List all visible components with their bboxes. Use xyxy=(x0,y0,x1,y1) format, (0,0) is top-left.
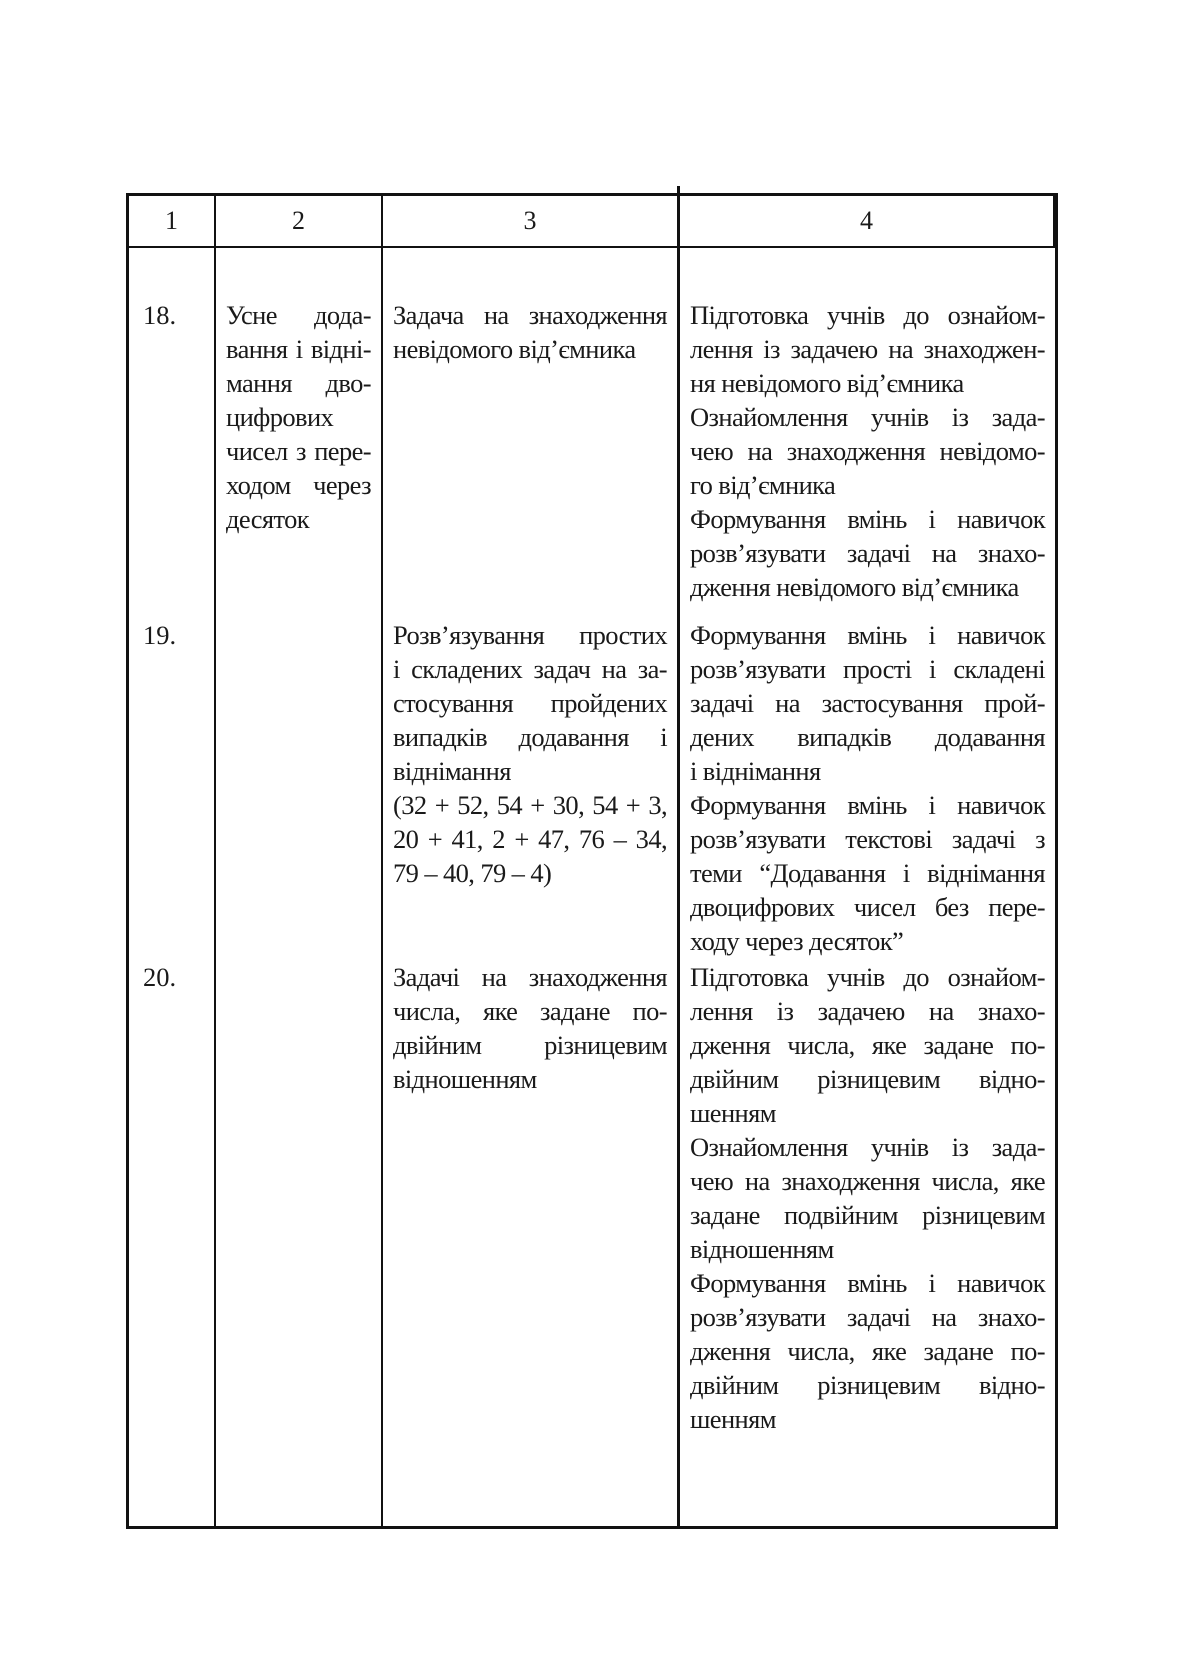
text-line: чисел з пере- xyxy=(226,436,371,466)
text-line: 79 – 40, 79 – 4) xyxy=(393,858,552,888)
header-col-2: 2 xyxy=(216,196,383,248)
text-line: двійним різницевим відно- xyxy=(690,1370,1045,1400)
text-line: лення із задачею на знаходжен- xyxy=(690,334,1045,364)
text-line: го від’ємника xyxy=(690,470,836,500)
text-line: двоцифрових чисел без пере- xyxy=(690,892,1045,922)
column-topic xyxy=(216,248,383,1526)
row-18-goals xyxy=(690,298,1045,604)
text-line: розв’язувати текстові задачі з xyxy=(690,824,1045,854)
column-goals xyxy=(680,248,1055,1526)
text-line: дених випадків додавання xyxy=(690,722,1045,752)
text-line: відношенням xyxy=(690,1234,834,1264)
text-line: цифрових xyxy=(226,402,334,432)
row-20-goals xyxy=(690,960,1045,1436)
text-line: стосування пройдених xyxy=(393,688,667,718)
row-18-number: 18. xyxy=(143,300,177,330)
text-line: Задача на знаходження xyxy=(393,300,667,330)
header-col-1: 1 xyxy=(129,196,216,248)
text-line: шенням xyxy=(690,1098,776,1128)
text-line: мання дво- xyxy=(226,368,371,398)
row-19-number: 19. xyxy=(143,620,177,650)
text-line: ня невідомого від’ємника xyxy=(690,368,964,398)
row-18-lesson xyxy=(393,298,667,366)
row-20-lesson xyxy=(393,960,667,1096)
text-line: дження числа, яке задане по- xyxy=(690,1336,1045,1366)
text-line: шенням xyxy=(690,1404,776,1434)
text-line: розв’язувати задачі на знахо- xyxy=(690,1302,1045,1332)
text-line: двійним різницевим xyxy=(393,1030,667,1060)
text-line: дження числа, яке задане по- xyxy=(690,1030,1045,1060)
text-line: чею на знаходження невідомо- xyxy=(690,436,1045,466)
text-line: ходом через xyxy=(226,470,371,500)
text-line: Формування вмінь і навичок xyxy=(690,1268,1045,1298)
text-line: числа, яке задане по- xyxy=(393,996,667,1026)
text-line: Формування вмінь і навичок xyxy=(690,504,1045,534)
header-col-4: 4 xyxy=(680,196,1055,248)
text-line: невідомого від’ємника xyxy=(393,334,636,364)
text-line: ходу через десяток” xyxy=(690,926,904,956)
text-line: Задачі на знаходження xyxy=(393,962,667,992)
row-19-goals xyxy=(690,618,1045,958)
header-col-3: 3 xyxy=(383,196,680,248)
text-line: лення із задачею на знахо- xyxy=(690,996,1045,1026)
text-line: Усне дода- xyxy=(226,300,371,330)
text-line: чею на знаходження числа, яке xyxy=(690,1166,1045,1196)
lesson-plan-table xyxy=(126,193,1058,1529)
text-line: і віднімання xyxy=(690,756,821,786)
row-18-topic xyxy=(226,298,371,536)
row-19-lesson xyxy=(393,618,667,890)
text-line: віднімання xyxy=(393,756,511,786)
text-line: і складених задач на за- xyxy=(393,654,667,684)
text-line: Формування вмінь і навичок xyxy=(690,620,1045,650)
text-line: розв’язувати задачі на знахо- xyxy=(690,538,1045,568)
text-line: Підготовка учнів до ознайом- xyxy=(690,962,1045,992)
text-line: дження невідомого від’ємника xyxy=(690,572,1019,602)
text-line: Формування вмінь і навичок xyxy=(690,790,1045,820)
text-line: Розв’язування простих xyxy=(393,620,667,650)
text-line: (32 + 52, 54 + 30, 54 + 3, xyxy=(393,790,667,820)
text-line: теми “Додавання і віднімання xyxy=(690,858,1045,888)
row-20-number: 20. xyxy=(143,962,177,992)
text-line: розв’язувати прості і складені xyxy=(690,654,1045,684)
column-lesson-topic xyxy=(383,248,680,1526)
text-line: задане подвійним різницевим xyxy=(690,1200,1045,1230)
column-number xyxy=(129,248,216,1526)
text-line: 20 + 41, 2 + 47, 76 – 34, xyxy=(393,824,667,854)
text-line: Ознайомлення учнів із зада- xyxy=(690,402,1045,432)
text-line: задачі на застосування прой- xyxy=(690,688,1045,718)
text-line: Підготовка учнів до ознайом- xyxy=(690,300,1045,330)
text-line: Ознайомлення учнів із зада- xyxy=(690,1132,1045,1162)
text-line: десяток xyxy=(226,504,310,534)
text-line: вання і відні- xyxy=(226,334,371,364)
text-line: відношенням xyxy=(393,1064,537,1094)
text-line: випадків додавання і xyxy=(393,722,667,752)
text-line: двійним різницевим відно- xyxy=(690,1064,1045,1094)
